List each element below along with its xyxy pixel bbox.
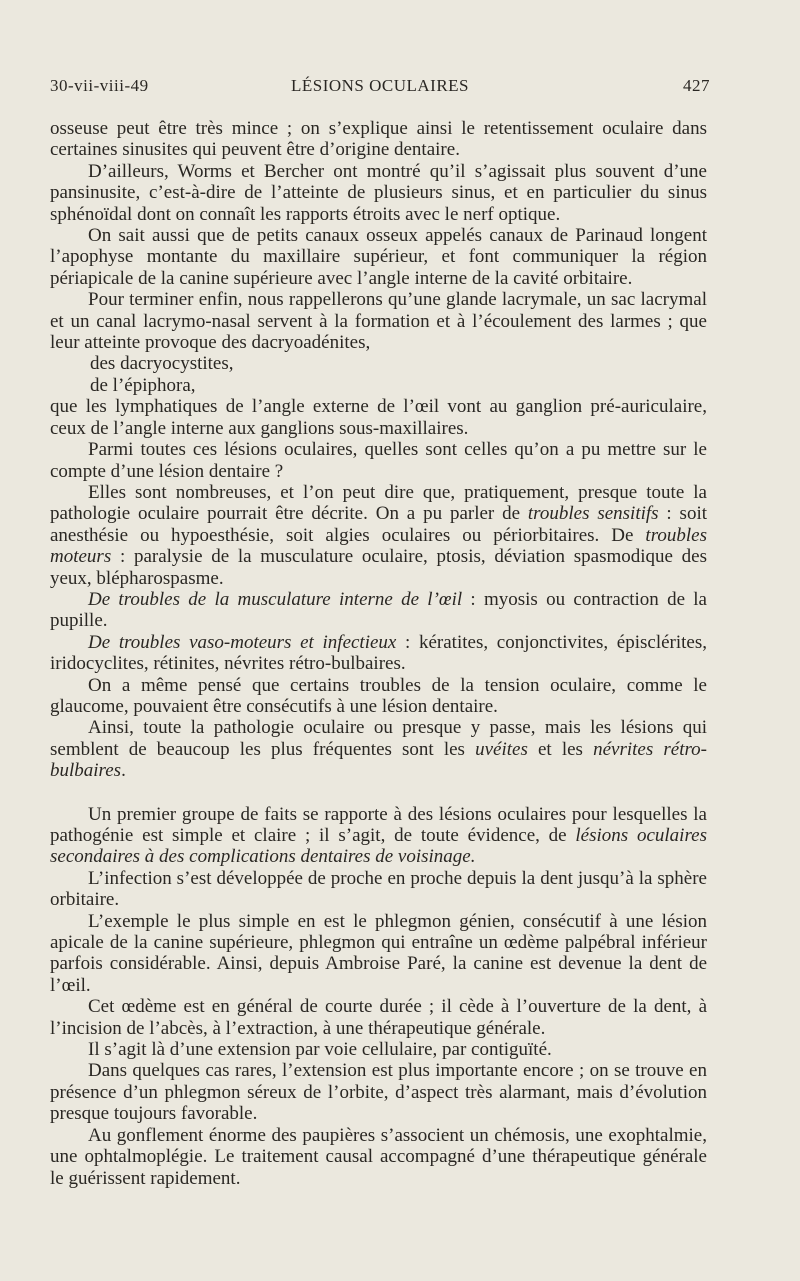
paragraph: Pour terminer enfin, nous rappellerons qu’une glande lacrymale, un sac lacrymal et un canal lacrymo-nasal servent à la formation et à l’écoulement des larmes ; que leur atteinte provoque des dacryoadénites, xyxy=(50,289,707,354)
italic-term: De troubles de la musculature interne de l’œil xyxy=(88,588,463,610)
paragraph: osseuse peut être très mince ; on s’explique ainsi le retentissement oculaire dans certaines sinusites qui peuvent être d’origine dentaire. xyxy=(50,118,707,161)
header-title: LÉSIONS OCULAIRES xyxy=(290,76,470,95)
paragraph xyxy=(50,482,707,589)
paragraph: Au gonflement énorme des paupières s’associent un chémosis, une exophtalmie, une ophtalmoplégie. Le traitement causal accompagné d’une thérapeutique générale le guérissent rapidement. xyxy=(50,1124,707,1189)
section-gap xyxy=(50,782,707,804)
text-run: Elles sont nombreuses, et l’on peut dire que, pratiquement, presque toute la pathologie oculaire pourrait être décrite. On a pu parler de xyxy=(50,481,707,525)
list-item: de l’épiphora, xyxy=(90,374,196,396)
text-run: et les xyxy=(527,738,594,760)
text-run: Ainsi, toute la pathologie oculaire ou presque y passe, mais les lésions qui semblent de beaucoup les plus fréquentes sont les xyxy=(50,717,707,760)
italic-term: troubles moteurs xyxy=(50,524,707,568)
page-number: 427 xyxy=(683,76,710,95)
italic-term: troubles sensitifs xyxy=(527,503,659,525)
text-run: Un premier groupe de faits se rapporte à des lésions oculaires pour lesquelles la pathogénie est simple et claire ; il s’agit, de toute évidence, de xyxy=(50,803,707,846)
italic-term: uvéites xyxy=(475,738,528,760)
paragraph: Il s’agit là d’une extension par voie cellulaire, par contiguïté. xyxy=(88,1039,552,1061)
paragraph: On sait aussi que de petits canaux osseux appelés canaux de Parinaud longent l’apophyse montante du maxillaire supérieur, et font communiquer la région périapicale de la canine supérieure avec l’angle interne de la cavité orbitaire. xyxy=(50,225,707,289)
italic-term: lésions oculaires secondaires à des complications dentaires de voisinage. xyxy=(50,825,707,868)
paragraph xyxy=(50,589,707,632)
paragraph: L’exemple le plus simple en est le phlegmon génien, consécutif à une lésion apicale de la canine supérieure, phlegmon qui entraîne un œdème palpébral inférieur parfois considérable. Ainsi, depuis Ambroise Paré, la canine est devenue la dent de l’œil. xyxy=(50,910,707,996)
paragraph: L’infection s’est développée de proche en proche depuis la dent jusqu’à la sphère orbitaire. xyxy=(50,867,707,911)
header-date: 30-vii-viii-49 xyxy=(50,76,149,95)
text-run: : soit anesthésie ou hypoesthésie, soit algies oculaires ou périorbitaires. De xyxy=(50,503,708,546)
body-text xyxy=(50,118,707,1189)
italic-term: névrites rétro-bulbaires xyxy=(50,738,707,782)
paragraph xyxy=(50,804,707,868)
paragraph: Dans quelques cas rares, l’extension est plus importante encore ; on se trouve en présence d’un phlegmon séreux de l’orbite, d’aspect très alarmant, mais d’évolution presque toujours favorable. xyxy=(50,1060,707,1125)
paragraph xyxy=(50,717,707,781)
paragraph: Parmi toutes ces lésions oculaires, quelles sont celles qu’on a pu mettre sur le compte d’une lésion dentaire ? xyxy=(50,439,707,482)
paragraph xyxy=(50,632,707,675)
paragraph: que les lymphatiques de l’angle externe de l’œil vont au ganglion pré-auriculaire, ceux de l’angle interne aux ganglions sous-maxillaires. xyxy=(50,396,707,439)
paragraph: D’ailleurs, Worms et Bercher ont montré qu’il s’agissait plus souvent d’une pansinusite, c’est-à-dire de l’atteinte de plusieurs sinus, et en particulier du sinus sphénoïdal dont on connaît les rapports étroits avec le nerf optique. xyxy=(50,160,707,225)
text-run: : kératites, conjonctivites, épisclérites, iridocyclites, rétinites, névrites rétro-bulbaires. xyxy=(50,631,707,675)
paragraph: On a même pensé que certains troubles de la tension oculaire, comme le glaucome, pouvaient être consécutifs à une lésion dentaire. xyxy=(50,674,707,717)
text-run: . xyxy=(121,760,126,782)
list-item: des dacryocystites, xyxy=(90,353,234,375)
text-run: : paralysie de la musculature oculaire, ptosis, déviation spasmodique des yeux, blépharospasme. xyxy=(50,546,707,589)
text-run: : myosis ou contraction de la pupille. xyxy=(50,588,707,632)
italic-term: De troubles vaso-moteurs et infectieux xyxy=(88,631,397,653)
paragraph: Cet œdème est en général de courte durée ; il cède à l’ouverture de la dent, à l’incision de l’abcès, à l’extraction, à une thérapeutique générale. xyxy=(50,996,707,1039)
